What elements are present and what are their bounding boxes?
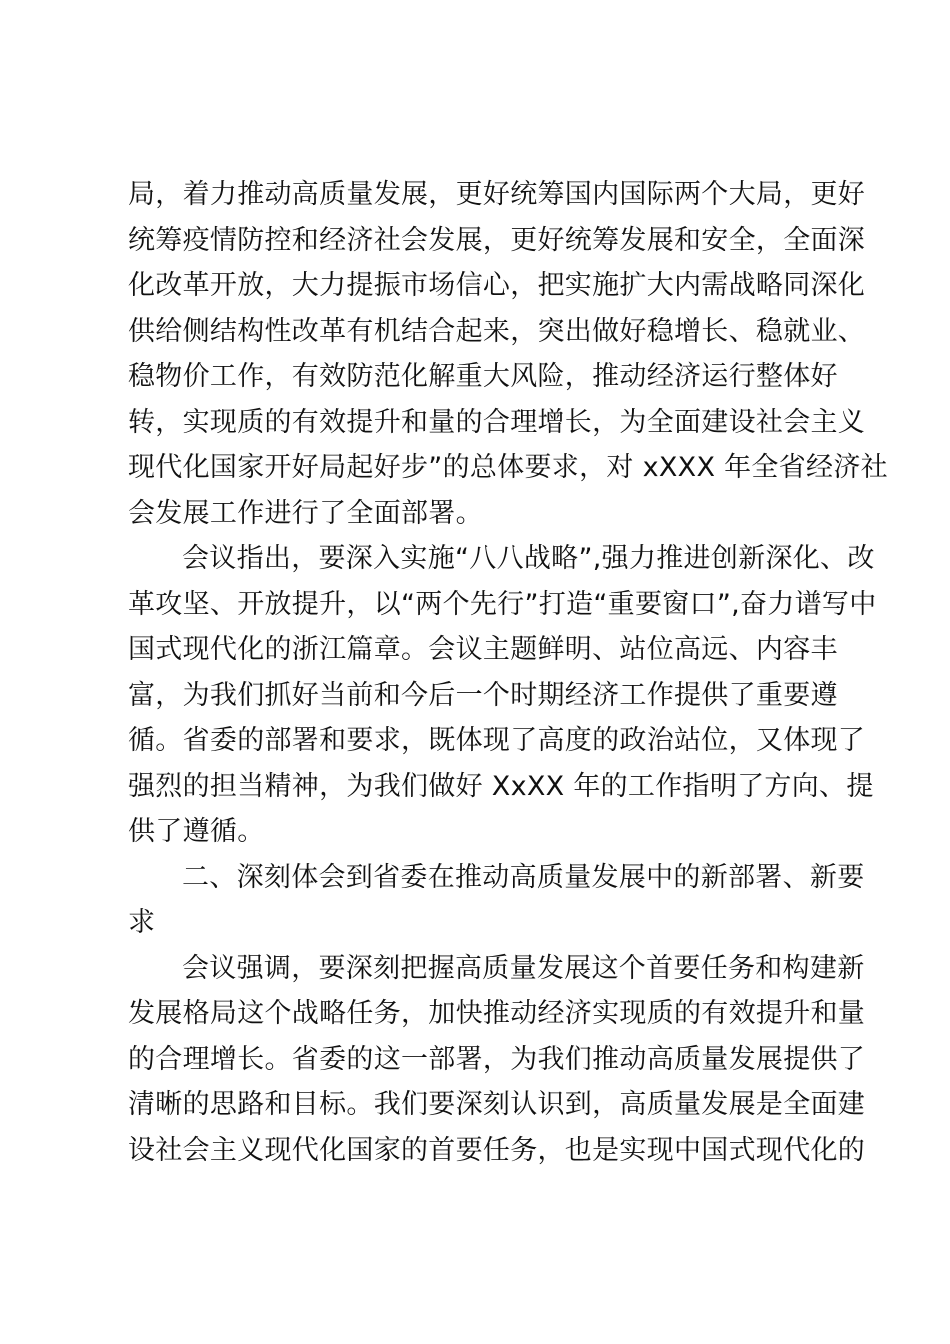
text-line: 稳物价工作，有效防范化解重大风险，推动经济运行整体好: [128, 361, 838, 392]
document-body: [128, 172, 888, 1173]
text-line: 转，实现质的有效提升和量的合理增长，为全面建设社会主义: [128, 406, 866, 438]
text-line: 清晰的思路和目标。我们要深刻认识到，高质量发展是全面建: [128, 1089, 866, 1120]
text-line: 局，着力推动高质量发展，更好统筹国内国际两个大局，更好: [128, 179, 866, 210]
text-line: 会发展工作进行了全面部署。: [128, 497, 483, 529]
text-line: 现代化国家开好局起好步”的总体要求，对 xXXX 年全省经济社: [128, 452, 888, 483]
text-line: 革攻坚、开放提升，以“两个先行”打造“重要窗口”,奋力谱写中: [128, 588, 877, 620]
section-heading-line: 求: [128, 907, 156, 938]
text-line: 化改革开放，大力提振市场信心，把实施扩大内需战略同深化: [128, 270, 866, 301]
text-line: 的合理增长。省委的这一部署，为我们推动高质量发展提供了: [128, 1043, 866, 1075]
text-line: 供了遵循。: [128, 816, 265, 847]
text-line: 统筹疫情防控和经济社会发展，更好统筹发展和安全，全面深: [128, 224, 866, 256]
text-line: 设社会主义现代化国家的首要任务，也是实现中国式现代化的: [128, 1134, 866, 1166]
text-line: 供给侧结构性改革有机结合起来，突出做好稳增长、稳就业、: [128, 315, 866, 347]
text-line: 富，为我们抓好当前和今后一个时期经济工作提供了重要遵: [128, 679, 838, 711]
text-line: 国式现代化的浙江篇章。会议主题鲜明、站位高远、内容丰: [128, 634, 838, 665]
text-line: 会议指出，要深入实施“八八战略”,强力推进创新深化、改: [182, 543, 875, 574]
text-line: 发展格局这个战略任务，加快推动经济实现质的有效提升和量: [128, 998, 866, 1029]
text-line: 循。省委的部署和要求，既体现了高度的政治站位，又体现了: [128, 725, 866, 756]
text-line: 会议强调，要深刻把握高质量发展这个首要任务和构建新: [182, 952, 865, 984]
text-line: 强烈的担当精神，为我们做好 XxXX 年的工作指明了方向、提: [128, 770, 874, 802]
section-heading-line: 二、深刻体会到省委在推动高质量发展中的新部署、新要: [182, 861, 865, 893]
